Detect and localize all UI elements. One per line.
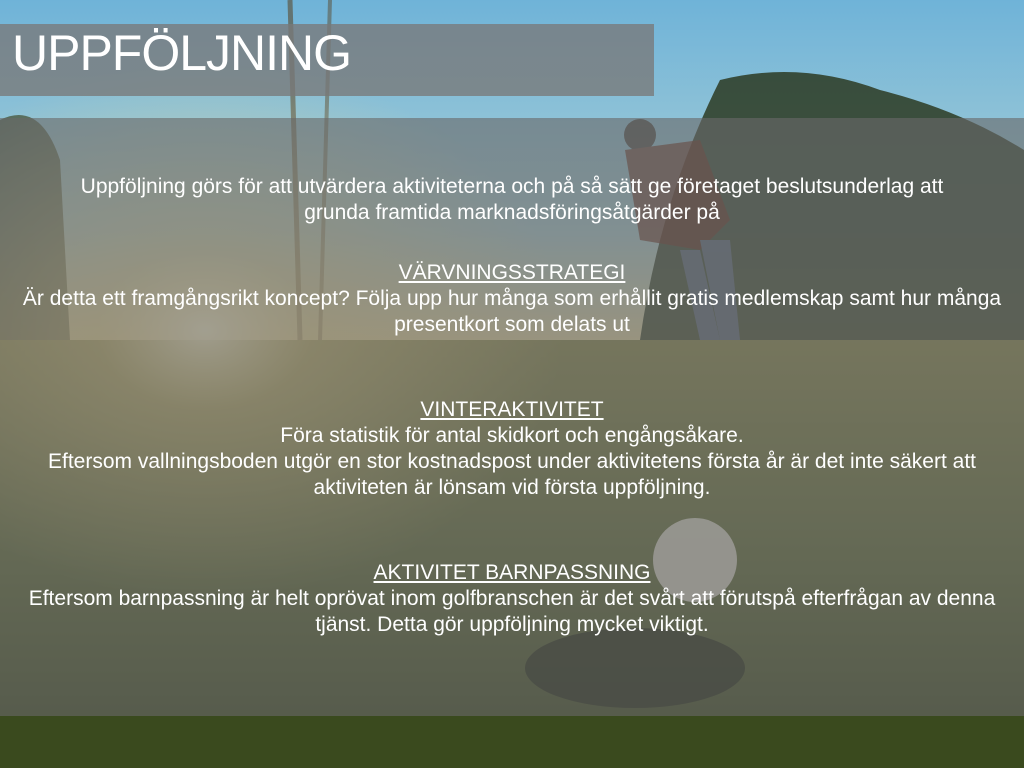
- intro-paragraph: Uppföljning görs för att utvärdera aktiviteterna och på så sätt ge företaget beslutsunderlag att grunda framtida marknadsföringsåtgärder på: [80, 175, 944, 224]
- section-heading: AKTIVITET BARNPASSNING: [373, 561, 651, 584]
- section-heading: VÄRVNINGSSTRATEGI: [398, 261, 626, 284]
- slide-title: UPPFÖLJNING: [12, 25, 352, 81]
- section-text: Föra statistik för antal skidkort och engångsåkare.: [280, 424, 744, 447]
- section-aktivitet-barnpassning: [0, 560, 1024, 638]
- section-text: Eftersom vallningsboden utgör en stor kostnadspost under aktivitetens första år är det inte säkert att aktiviteten är lönsam vid första uppföljning.: [48, 450, 976, 499]
- section-text: Är detta ett framgångsrikt koncept? Följa upp hur många som erhållit gratis medlemskap samt hur många presentkort som delats ut: [22, 287, 1002, 336]
- section-varvningsstrategi: [0, 260, 1024, 338]
- section-heading: VINTERAKTIVITET: [420, 398, 604, 421]
- section-text: Eftersom barnpassning är helt oprövat inom golfbranschen är det svårt att förutspå efterfrågan av denna tjänst. Detta gör uppföljning mycket viktigt.: [28, 587, 996, 636]
- section-vinteraktivitet: [0, 397, 1024, 501]
